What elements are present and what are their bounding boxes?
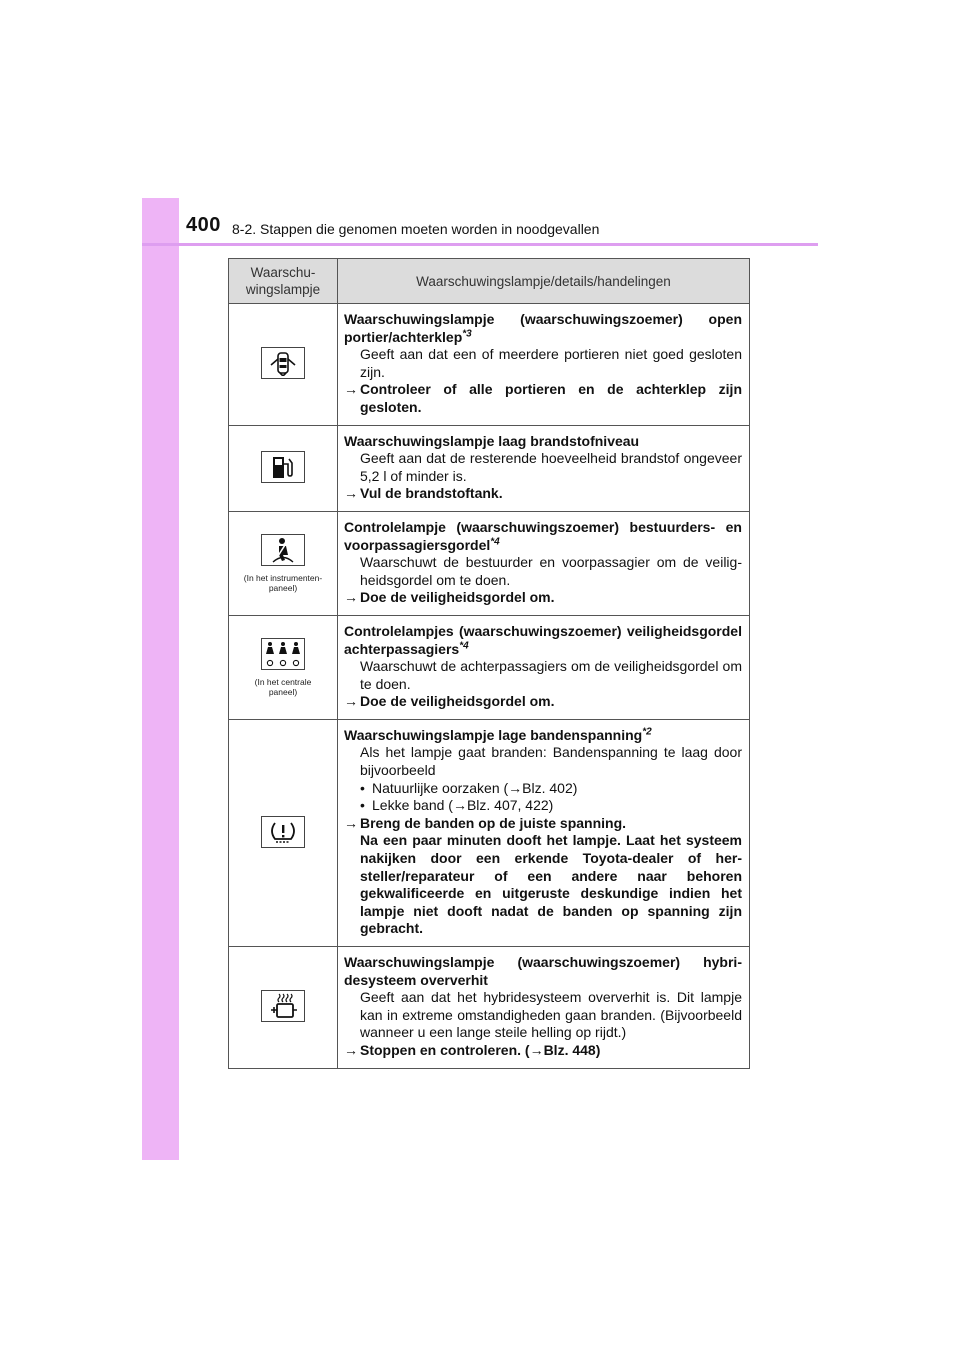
lamp-description: Als het lampje gaat branden: Bandenspanning te laag door bijvoorbeeld — [360, 744, 742, 779]
arrow-icon: → — [344, 1041, 358, 1058]
column-header-icon: Waarschu- wingslampje — [229, 259, 338, 304]
description-cell — [338, 304, 750, 426]
icon-cell — [229, 947, 338, 1069]
hybrid-overheat-icon — [261, 990, 305, 1022]
tire-pressure-icon — [261, 816, 305, 848]
arrow-icon: → — [344, 693, 358, 710]
icon-cell — [229, 511, 338, 615]
table-header-row — [229, 259, 750, 304]
table-row-3 — [229, 511, 750, 615]
description-cell — [338, 947, 750, 1069]
column-header-description: Waarschuwingslampje/details/handelingen — [338, 259, 750, 304]
lamp-action: → Vul de brandstoftank. — [344, 485, 503, 502]
description-cell — [338, 425, 750, 511]
cause-list — [344, 780, 742, 815]
list-item: • Lekke band (→Blz. 407, 422) — [360, 797, 554, 814]
footnote-mark: *4 — [459, 639, 469, 651]
arrow-icon: → — [344, 485, 358, 502]
icon-cell — [229, 719, 338, 946]
lamp-description: Geeft aan dat een of meerdere portieren niet goed gesloten zijn. — [360, 346, 742, 380]
fuel-pump-icon — [261, 451, 305, 483]
lamp-description: Geeft aan dat de resterende hoeveelheid brandstof ongeveer 5,2 l of minder is. — [360, 450, 742, 484]
lamp-action: → Doe de veiligheidsgordel om. — [344, 589, 555, 606]
icon-cell — [229, 425, 338, 511]
table-row-2 — [229, 425, 750, 511]
lamp-description: Waarschuwt de achterpassagiers om de veiligheidsgordel om te doen. — [360, 658, 742, 692]
arrow-icon: → — [344, 381, 358, 398]
lamp-title: Controlelampjes (waarschuwingszoemer) veiligheidsgordel achterpassagiers$^{*4}$ — [344, 622, 742, 657]
header-rule — [142, 243, 818, 246]
footnote-mark: *3 — [462, 327, 472, 339]
location-note: (In het centrale paneel) — [254, 676, 312, 697]
door-open-icon — [261, 347, 305, 379]
lamp-extra-note: Na een paar minuten dooft het lampje. Laat het systeem nakijken door een erkende Toyota-dealer of hersteller/reparateur of een andere naar behoren gekwalificeerde en uitgeruste deskundige indien het lampje niet dooft nadat de banden op spanning zijn gebracht. — [360, 832, 742, 937]
footnote-mark: *4 — [490, 535, 500, 547]
lamp-title: Waarschuwingslampje (waarschuwingszoemer) open portier/achterklep$^{*3}$ — [344, 311, 742, 345]
page-number: 400 — [186, 214, 221, 236]
location-note: (In het instrumenten- paneel) — [243, 572, 323, 593]
lamp-action: → Breng de banden op de juiste spanning. — [344, 814, 627, 831]
table-row-1 — [229, 304, 750, 426]
description-cell — [338, 719, 750, 946]
lamp-action: → Controleer of alle portieren en de achterklep zijn gesloten. — [344, 381, 742, 415]
table-row-6 — [229, 947, 750, 1069]
icon-cell — [229, 304, 338, 426]
arrow-icon: → — [344, 589, 358, 606]
section-title: 8-2. Stappen die genomen moeten worden in noodgevallen — [232, 221, 600, 237]
warning-table — [228, 258, 750, 1069]
lamp-action: → Doe de veiligheidsgordel om. — [344, 693, 555, 710]
description-cell — [338, 511, 750, 615]
lamp-title: Waarschuwingslampje (waarschuwingszoemer) hybridesysteem oververhit — [344, 954, 742, 988]
lamp-title: Controlelampje (waarschuwingszoemer) bestuurders- en voorpassagiersgordel$^{*4}$ — [344, 518, 742, 553]
lamp-title: Waarschuwingslampje lage bandenspanning$^{*2}$ — [344, 726, 652, 743]
list-item: • Natuurlijke oorzaken (→Blz. 402) — [360, 779, 578, 796]
footnote-mark: *2 — [642, 726, 652, 738]
icon-cell — [229, 615, 338, 719]
lamp-action: → Stoppen en controleren. (→Blz. 448) — [344, 1041, 601, 1058]
lamp-title: Waarschuwingslampje laag brandstofniveau — [344, 432, 640, 449]
lamp-description: Waarschuwt de bestuurder en voorpassagier om de veiligheidsgordel om te doen. — [360, 554, 742, 588]
seatbelt-icon — [261, 534, 305, 566]
rear-seatbelt-icon — [261, 638, 305, 670]
sidebar-tab — [142, 198, 179, 1160]
arrow-icon: → — [344, 814, 358, 831]
table-row-4 — [229, 615, 750, 719]
lamp-description: Geeft aan dat het hybridesysteem oververhit is. Dit lampje kan in extreme omstandigheden gaan branden. (Bijvoorbeeld wanneer u een lange steile helling op rijdt.) — [360, 989, 742, 1041]
description-cell — [338, 615, 750, 719]
table-row-5 — [229, 719, 750, 946]
